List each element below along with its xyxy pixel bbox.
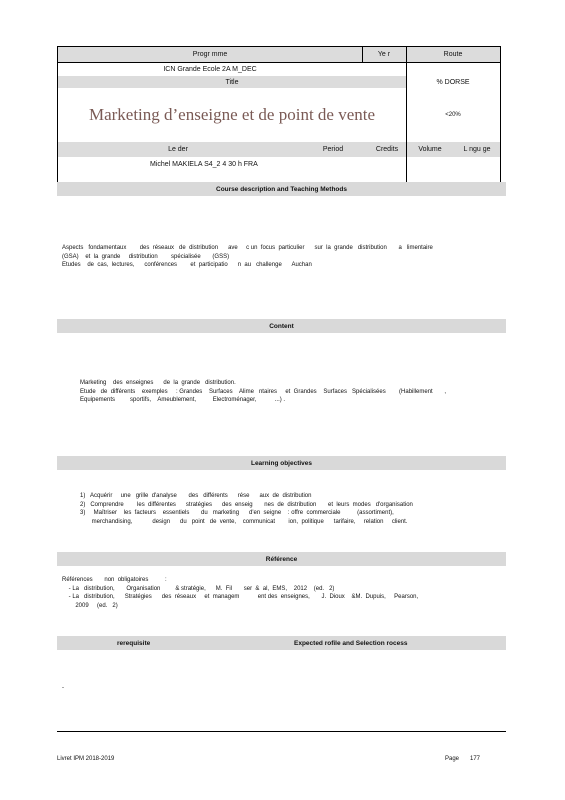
footer-rule: [57, 731, 506, 732]
section-description-header: Course description and Teaching Methods: [57, 182, 506, 196]
header-row-6: [58, 157, 500, 183]
content-text: Marketing des enseignes de la grande distribution. Etude de différents exemples : Grandes Surfaces Alime ntaires et Grandes Surfaces Spécialisées (Habillement , Equipements sportifs, Ameublement, Electroménager, ...) .: [80, 380, 447, 403]
header-row-2: [58, 62, 500, 76]
section-objectives-header: Learning objectives: [57, 456, 506, 470]
expected-profile-title: Expected rofile and Selection rocess: [294, 639, 408, 647]
section-reference-header: Référence: [57, 552, 506, 566]
volume-label: Volume: [418, 146, 442, 153]
header-row-1: [58, 47, 500, 62]
program-value: ICN Grande Ecole 2A M_DEC: [163, 65, 257, 73]
header-row-4: [58, 88, 500, 142]
year-label: Ye r: [377, 51, 391, 58]
leader-value: Michel MAKIELA S4_2 4 30 h FRA: [150, 161, 258, 168]
header-row-5: [58, 142, 500, 157]
credits-label: Credits: [375, 146, 399, 153]
dorse-label: % DORSE: [436, 78, 470, 86]
language-label: L ngu ge: [463, 146, 491, 153]
header-row-3: [58, 76, 500, 88]
prerequisite-dash: -: [62, 685, 64, 691]
footer-page-label: Page: [445, 756, 460, 762]
reference-text: Références non obligatoires : - La distribution, Organisation & stratégie, M. Fil ser & al, EMS, 2012 (ed. 2) - La distribution, Stratégies des réseaux et managem ent des enseignes, J. Dioux &M. Dupuis, Pearson, 2009 (ed. 2): [62, 577, 419, 609]
description-text: Aspects fondamentaux des réseaux de distribution ave c un focus particulier sur la grande distribution a limentaire (GSA) et la grande distribution spécialisée (GSS) Etudes de cas, lectures, conférences et participatio n au challenge Auchan: [62, 245, 433, 268]
objectives-text: 1) Acquérir une grille d'analyse des différents rése aux de distribution 2) Comprendre les différentes stratégies des enseig nes de distribution et leurs modes d'organisation 3) Maîtriser les facteurs essentiels du marketing d'en seigne : offre commerciale (assortiment), merchandising, design du point de vente, communicat ion, politique tarifaire, relation client.: [80, 493, 413, 525]
title-label: Title: [58, 76, 406, 88]
route-label: Route: [443, 51, 463, 58]
section-prerequisite-header: [57, 636, 506, 650]
leader-label: Le der: [168, 146, 188, 153]
course-header-table: [57, 46, 501, 183]
period-label: Period: [322, 146, 344, 153]
program-label: Progr mme: [192, 51, 228, 58]
footer-page-number: 177: [470, 756, 481, 762]
section-content-header: Content: [57, 319, 506, 333]
dorse-value: <20%: [445, 112, 461, 118]
footer-left: Livret IPM 2018-2019: [57, 756, 115, 762]
course-title: Marketing d’enseigne et de point de vente: [88, 105, 376, 124]
prerequisite-title: rerequisite: [117, 639, 151, 647]
